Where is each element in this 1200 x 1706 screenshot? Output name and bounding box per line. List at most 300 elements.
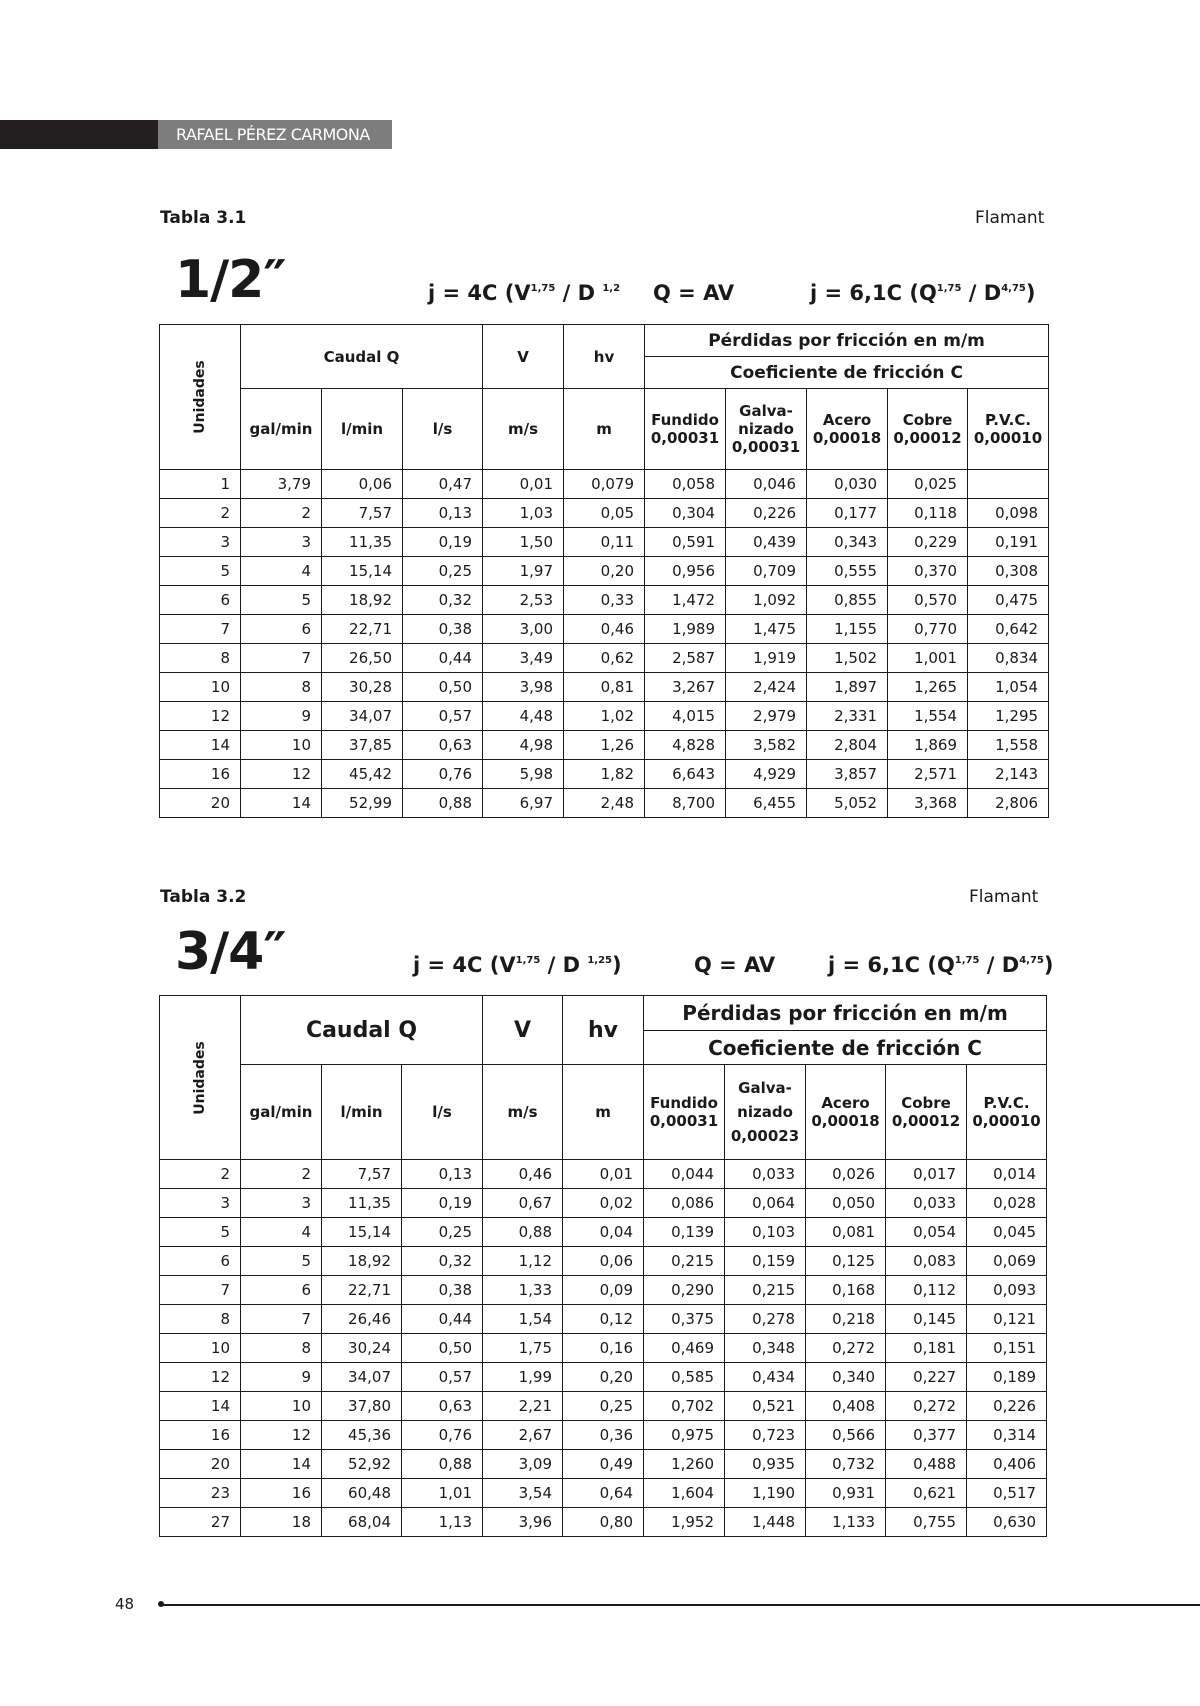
table-cell: 0,272 <box>886 1392 967 1421</box>
table-row <box>160 731 1049 760</box>
table-cell <box>968 470 1049 499</box>
table-cell: 0,033 <box>886 1189 967 1218</box>
table-cell: 0,308 <box>968 557 1049 586</box>
table-cell: 30,28 <box>322 673 403 702</box>
table-cell: 0,81 <box>564 673 645 702</box>
table-cell: 3,00 <box>483 615 564 644</box>
table-cell: 0,469 <box>644 1334 725 1363</box>
table-cell: 0,566 <box>806 1421 886 1450</box>
table-cell: 1,558 <box>968 731 1049 760</box>
table-cell: 0,181 <box>886 1334 967 1363</box>
table-cell: 0,25 <box>402 1218 483 1247</box>
table-row <box>160 760 1049 789</box>
table-cell: 0,44 <box>402 1305 483 1334</box>
table-row <box>160 1479 1047 1508</box>
table-cell: 0,191 <box>968 528 1049 557</box>
table-cell: 0,38 <box>403 615 483 644</box>
table-cell: 0,723 <box>725 1421 806 1450</box>
table-cell: 0,19 <box>403 528 483 557</box>
table-cell: 0,04 <box>563 1218 644 1247</box>
table-cell: 0,642 <box>968 615 1049 644</box>
table-cell: 3,857 <box>807 760 888 789</box>
table-cell: 2,806 <box>968 789 1049 818</box>
table-row <box>160 499 1049 528</box>
table-cell: 0,083 <box>886 1247 967 1276</box>
table-cell: 0,370 <box>888 557 968 586</box>
table-cell: 0,12 <box>563 1305 644 1334</box>
header-pvc: P.V.C. 0,00010 <box>968 389 1049 470</box>
table-cell: 0,343 <box>807 528 888 557</box>
table-row <box>160 1160 1047 1189</box>
table-cell: 0,770 <box>888 615 968 644</box>
table-cell: 0,555 <box>807 557 888 586</box>
table-cell: 0,177 <box>807 499 888 528</box>
footer-rule <box>160 1604 1200 1606</box>
table-cell: 0,046 <box>726 470 807 499</box>
table-cell: 12 <box>160 1363 241 1392</box>
table-cell: 14 <box>160 731 241 760</box>
table-cell: 26,46 <box>322 1305 402 1334</box>
table-cell: 68,04 <box>322 1508 402 1537</box>
header-fundido: Fundido 0,00031 <box>644 1065 725 1160</box>
table-cell: 1,054 <box>968 673 1049 702</box>
table-cell: 1,869 <box>888 731 968 760</box>
table-cell: 3,98 <box>483 673 564 702</box>
table-cell: 45,36 <box>322 1421 402 1450</box>
table-cell: 0,017 <box>886 1160 967 1189</box>
table-cell: 0,20 <box>563 1363 644 1392</box>
table-cell: 0,80 <box>563 1508 644 1537</box>
table-cell: 1,604 <box>644 1479 725 1508</box>
table-cell: 0,050 <box>806 1189 886 1218</box>
table-cell: 1,82 <box>564 760 645 789</box>
table-row <box>160 1189 1047 1218</box>
header-l-min: l/min <box>322 1065 402 1160</box>
table-cell: 2,143 <box>968 760 1049 789</box>
table-row <box>160 1450 1047 1479</box>
table-cell: 2,331 <box>807 702 888 731</box>
table-cell: 26,50 <box>322 644 403 673</box>
table-row <box>160 615 1049 644</box>
table-cell: 1,001 <box>888 644 968 673</box>
table-cell: 0,20 <box>564 557 645 586</box>
table-cell: 0,028 <box>967 1189 1047 1218</box>
table-cell: 0,16 <box>563 1334 644 1363</box>
table-cell: 1,554 <box>888 702 968 731</box>
table-cell: 0,227 <box>886 1363 967 1392</box>
table-cell: 16 <box>241 1479 322 1508</box>
table-cell: 0,01 <box>483 470 564 499</box>
table-row <box>160 1305 1047 1334</box>
table-cell: 0,014 <box>967 1160 1047 1189</box>
table-cell: 0,88 <box>402 1450 483 1479</box>
table-cell: 6,643 <box>645 760 726 789</box>
table-cell: 18 <box>241 1508 322 1537</box>
table-cell: 0,931 <box>806 1479 886 1508</box>
table-row <box>160 1247 1047 1276</box>
table-cell: 1,155 <box>807 615 888 644</box>
table-cell: 3,368 <box>888 789 968 818</box>
table-cell: 0,47 <box>403 470 483 499</box>
table-cell: 0,098 <box>968 499 1049 528</box>
table-cell: 14 <box>160 1392 241 1421</box>
table-cell: 5,98 <box>483 760 564 789</box>
table-row <box>160 1276 1047 1305</box>
table-cell: 0,278 <box>725 1305 806 1334</box>
table-cell: 1,448 <box>725 1508 806 1537</box>
table-cell: 2,53 <box>483 586 564 615</box>
header-acero: Acero 0,00018 <box>807 389 888 470</box>
table-cell: 3 <box>241 1189 322 1218</box>
table-cell: 0,755 <box>886 1508 967 1537</box>
table-cell: 1,919 <box>726 644 807 673</box>
pipe-size: 1/2″ <box>175 250 286 310</box>
table-cell: 18,92 <box>322 586 403 615</box>
table-cell: 5 <box>241 586 322 615</box>
table-cell: 0,439 <box>726 528 807 557</box>
formula-flow-loss: j = 6,1C $(Q^{1,75} / D^{4,75})$ <box>828 953 1054 977</box>
table-cell: 7 <box>241 644 322 673</box>
table-cell: 0,189 <box>967 1363 1047 1392</box>
header-caudal: Caudal Q <box>241 996 483 1065</box>
table-cell: 1 <box>160 470 241 499</box>
table-cell: 0,64 <box>563 1479 644 1508</box>
table-cell: 0,88 <box>483 1218 563 1247</box>
table-cell: 3,79 <box>241 470 322 499</box>
table-row <box>160 557 1049 586</box>
table-cell: 0,50 <box>402 1334 483 1363</box>
table-cell: 0,030 <box>807 470 888 499</box>
table-cell: 11,35 <box>322 1189 402 1218</box>
table-cell: 0,63 <box>403 731 483 760</box>
formula-flow: Q = AV <box>694 953 776 977</box>
table-cell: 0,975 <box>644 1421 725 1450</box>
table-cell: 3,96 <box>483 1508 563 1537</box>
table-cell: 14 <box>241 789 322 818</box>
header-m-s: m/s <box>483 389 564 470</box>
table-cell: 8 <box>241 1334 322 1363</box>
table-cell: 0,855 <box>807 586 888 615</box>
table-cell: 8 <box>241 673 322 702</box>
table-cell: 0,621 <box>886 1479 967 1508</box>
table-cell: 15,14 <box>322 1218 402 1247</box>
table-cell: 0,06 <box>563 1247 644 1276</box>
table-cell: 0,19 <box>402 1189 483 1218</box>
table-cell: 22,71 <box>322 615 403 644</box>
table-cell: 0,377 <box>886 1421 967 1450</box>
table-cell: 1,897 <box>807 673 888 702</box>
header-unidades: Unidades <box>160 325 241 470</box>
table-row <box>160 1218 1047 1247</box>
header-l-s: l/s <box>403 389 483 470</box>
table-cell: 37,85 <box>322 731 403 760</box>
table-cell: 4,828 <box>645 731 726 760</box>
table-cell: 0,76 <box>403 760 483 789</box>
table-cell: 0,33 <box>564 586 645 615</box>
table-cell: 0,145 <box>886 1305 967 1334</box>
table-cell: 0,475 <box>968 586 1049 615</box>
header-gal-min: gal/min <box>241 389 322 470</box>
table-cell: 0,834 <box>968 644 1049 673</box>
header-l-min: l/min <box>322 389 403 470</box>
table-cell: 4,98 <box>483 731 564 760</box>
table-cell: 52,99 <box>322 789 403 818</box>
table-cell: 1,502 <box>807 644 888 673</box>
table-row <box>160 586 1049 615</box>
table-cell: 0,026 <box>806 1160 886 1189</box>
header-v: V <box>483 325 564 389</box>
table-cell: 0,88 <box>403 789 483 818</box>
table-cell: 0,57 <box>402 1363 483 1392</box>
table-cell: 1,260 <box>644 1450 725 1479</box>
table-cell: 0,168 <box>806 1276 886 1305</box>
table-label: Tabla 3.2 <box>160 887 247 907</box>
table-cell: 22,71 <box>322 1276 402 1305</box>
table-cell: 3,267 <box>645 673 726 702</box>
table-cell: 0,702 <box>644 1392 725 1421</box>
table-cell: 30,24 <box>322 1334 402 1363</box>
table-cell: 0,49 <box>563 1450 644 1479</box>
table-cell: 4 <box>241 557 322 586</box>
table-cell: 0,272 <box>806 1334 886 1363</box>
table-cell: 0,585 <box>644 1363 725 1392</box>
table-cell: 1,989 <box>645 615 726 644</box>
table-cell: 1,092 <box>726 586 807 615</box>
table-cell: 0,11 <box>564 528 645 557</box>
page-number: 48 <box>115 1595 135 1613</box>
table-cell: 0,054 <box>886 1218 967 1247</box>
friction-table-half-inch <box>159 324 1049 818</box>
table-cell: 1,952 <box>644 1508 725 1537</box>
table-cell: 0,215 <box>725 1276 806 1305</box>
table-cell: 6,455 <box>726 789 807 818</box>
table-cell: 7,57 <box>322 1160 402 1189</box>
table-cell: 0,093 <box>967 1276 1047 1305</box>
table-cell: 0,226 <box>967 1392 1047 1421</box>
table-row <box>160 1508 1047 1537</box>
header-galvanizado: Galva- nizado 0,00023 <box>725 1065 806 1160</box>
table-cell: 0,229 <box>888 528 968 557</box>
table-row <box>160 1363 1047 1392</box>
table-cell: 1,50 <box>483 528 564 557</box>
table-cell: 1,99 <box>483 1363 563 1392</box>
table-source: Flamant <box>975 208 1045 228</box>
header-m: m <box>563 1065 644 1160</box>
table-cell: 7 <box>160 1276 241 1305</box>
table-cell: 0,591 <box>645 528 726 557</box>
table-cell: 4,929 <box>726 760 807 789</box>
table-cell: 0,57 <box>403 702 483 731</box>
table-cell: 0,079 <box>564 470 645 499</box>
table-cell: 0,63 <box>402 1392 483 1421</box>
table-cell: 20 <box>160 789 241 818</box>
table-cell: 0,044 <box>644 1160 725 1189</box>
table-cell: 0,46 <box>483 1160 563 1189</box>
table-cell: 34,07 <box>322 702 403 731</box>
table-cell: 2 <box>241 499 322 528</box>
table-cell: 9 <box>241 1363 322 1392</box>
table-cell: 3,582 <box>726 731 807 760</box>
table-cell: 1,02 <box>564 702 645 731</box>
table-cell: 37,80 <box>322 1392 402 1421</box>
header-author: RAFAEL PÉREZ CARMONA <box>158 120 392 149</box>
table-cell: 0,118 <box>888 499 968 528</box>
table-cell: 7 <box>241 1305 322 1334</box>
header-pvc: P.V.C. 0,00010 <box>967 1065 1047 1160</box>
table-cell: 5 <box>160 1218 241 1247</box>
table-cell: 16 <box>160 760 241 789</box>
table-cell: 0,01 <box>563 1160 644 1189</box>
friction-table-three-quarter-inch <box>159 995 1047 1537</box>
table-cell: 12 <box>241 760 322 789</box>
table-cell: 2,48 <box>564 789 645 818</box>
table-cell: 2,67 <box>483 1421 563 1450</box>
table-cell: 15,14 <box>322 557 403 586</box>
table-body <box>160 1160 1047 1537</box>
table-cell: 0,408 <box>806 1392 886 1421</box>
table-row <box>160 1421 1047 1450</box>
table-cell: 0,025 <box>888 470 968 499</box>
table-cell: 12 <box>241 1421 322 1450</box>
header-hv: hv <box>564 325 645 389</box>
table-cell: 10 <box>160 1334 241 1363</box>
table-cell: 45,42 <box>322 760 403 789</box>
table-cell: 3,49 <box>483 644 564 673</box>
table-cell: 0,375 <box>644 1305 725 1334</box>
table-cell: 0,25 <box>563 1392 644 1421</box>
table-cell: 7,57 <box>322 499 403 528</box>
table-cell: 0,151 <box>967 1334 1047 1363</box>
table-cell: 0,521 <box>725 1392 806 1421</box>
table-row <box>160 1392 1047 1421</box>
header-fundido: Fundido 0,00031 <box>645 389 726 470</box>
formula-flow-loss: j = 6,1C $(Q^{1,75} / D^{4,75})$ <box>810 281 1036 305</box>
table-cell: 1,190 <box>725 1479 806 1508</box>
table-row <box>160 673 1049 702</box>
table-cell: 3 <box>160 528 241 557</box>
header-acero: Acero 0,00018 <box>806 1065 886 1160</box>
table-label: Tabla 3.1 <box>160 208 247 228</box>
table-cell: 4,48 <box>483 702 564 731</box>
table-row <box>160 644 1049 673</box>
table-cell: 0,517 <box>967 1479 1047 1508</box>
table-cell: 0,32 <box>403 586 483 615</box>
table-cell: 6 <box>160 586 241 615</box>
table-cell: 0,630 <box>967 1508 1047 1537</box>
table-cell: 0,13 <box>403 499 483 528</box>
header-m: m <box>564 389 645 470</box>
table-cell: 0,159 <box>725 1247 806 1276</box>
table-cell: 0,069 <box>967 1247 1047 1276</box>
table-cell: 27 <box>160 1508 241 1537</box>
table-cell: 2,804 <box>807 731 888 760</box>
table-cell: 10 <box>160 673 241 702</box>
table-cell: 14 <box>241 1450 322 1479</box>
table-row <box>160 702 1049 731</box>
table-cell: 2,571 <box>888 760 968 789</box>
table-cell: 10 <box>241 1392 322 1421</box>
table-cell: 0,05 <box>564 499 645 528</box>
table-cell: 8 <box>160 1305 241 1334</box>
table-cell: 1,01 <box>402 1479 483 1508</box>
table-cell: 3 <box>160 1189 241 1218</box>
table-cell: 0,02 <box>563 1189 644 1218</box>
table-cell: 0,09 <box>563 1276 644 1305</box>
table-cell: 0,488 <box>886 1450 967 1479</box>
table-cell: 0,44 <box>403 644 483 673</box>
header-bar-black <box>0 120 158 149</box>
formula-velocity: j = 4C ($V^{1,75}$ / D $^{1,2}$ <box>428 281 621 305</box>
table-cell: 6 <box>160 1247 241 1276</box>
table-cell: 3,09 <box>483 1450 563 1479</box>
table-cell: 2,587 <box>645 644 726 673</box>
table-cell: 1,33 <box>483 1276 563 1305</box>
table-cell: 18,92 <box>322 1247 402 1276</box>
table-cell: 2,424 <box>726 673 807 702</box>
table-cell: 4 <box>241 1218 322 1247</box>
pipe-size: 3/4″ <box>175 922 286 982</box>
table-cell: 20 <box>160 1450 241 1479</box>
table-row <box>160 789 1049 818</box>
table-cell: 0,340 <box>806 1363 886 1392</box>
table-cell: 1,97 <box>483 557 564 586</box>
table-cell: 0,13 <box>402 1160 483 1189</box>
table-cell: 0,304 <box>645 499 726 528</box>
formula-velocity: j = 4C ($V^{1,75}$ / D $^{1,25}$) <box>413 953 622 977</box>
formula-flow: Q = AV <box>653 281 735 305</box>
table-row <box>160 528 1049 557</box>
table-cell: 0,935 <box>725 1450 806 1479</box>
table-cell: 6,97 <box>483 789 564 818</box>
table-cell: 1,75 <box>483 1334 563 1363</box>
table-cell: 0,709 <box>726 557 807 586</box>
table-cell: 1,295 <box>968 702 1049 731</box>
table-row <box>160 470 1049 499</box>
table-cell: 0,226 <box>726 499 807 528</box>
table-cell: 8 <box>160 644 241 673</box>
table-cell: 1,475 <box>726 615 807 644</box>
table-cell: 0,058 <box>645 470 726 499</box>
header-gal-min: gal/min <box>241 1065 322 1160</box>
table-cell: 10 <box>241 731 322 760</box>
table-cell: 0,06 <box>322 470 403 499</box>
header-perdidas: Pérdidas por fricción en m/m <box>644 996 1047 1031</box>
header-l-s: l/s <box>402 1065 483 1160</box>
header-cobre: Cobre 0,00012 <box>886 1065 967 1160</box>
table-cell: 0,086 <box>644 1189 725 1218</box>
header-unidades: Unidades <box>160 996 241 1160</box>
table-cell: 3 <box>241 528 322 557</box>
table-cell: 1,54 <box>483 1305 563 1334</box>
table-cell: 1,265 <box>888 673 968 702</box>
table-cell: 0,32 <box>402 1247 483 1276</box>
table-cell: 1,472 <box>645 586 726 615</box>
table-cell: 0,139 <box>644 1218 725 1247</box>
table-cell: 0,38 <box>402 1276 483 1305</box>
table-cell: 1,26 <box>564 731 645 760</box>
table-cell: 0,290 <box>644 1276 725 1305</box>
table-cell: 0,732 <box>806 1450 886 1479</box>
table-cell: 0,218 <box>806 1305 886 1334</box>
table-cell: 11,35 <box>322 528 403 557</box>
table-source: Flamant <box>969 887 1039 907</box>
table-cell: 0,434 <box>725 1363 806 1392</box>
table-cell: 2,21 <box>483 1392 563 1421</box>
header-perdidas: Pérdidas por fricción en m/m <box>645 325 1049 357</box>
table-cell: 0,081 <box>806 1218 886 1247</box>
table-cell: 0,348 <box>725 1334 806 1363</box>
table-cell: 6 <box>241 1276 322 1305</box>
